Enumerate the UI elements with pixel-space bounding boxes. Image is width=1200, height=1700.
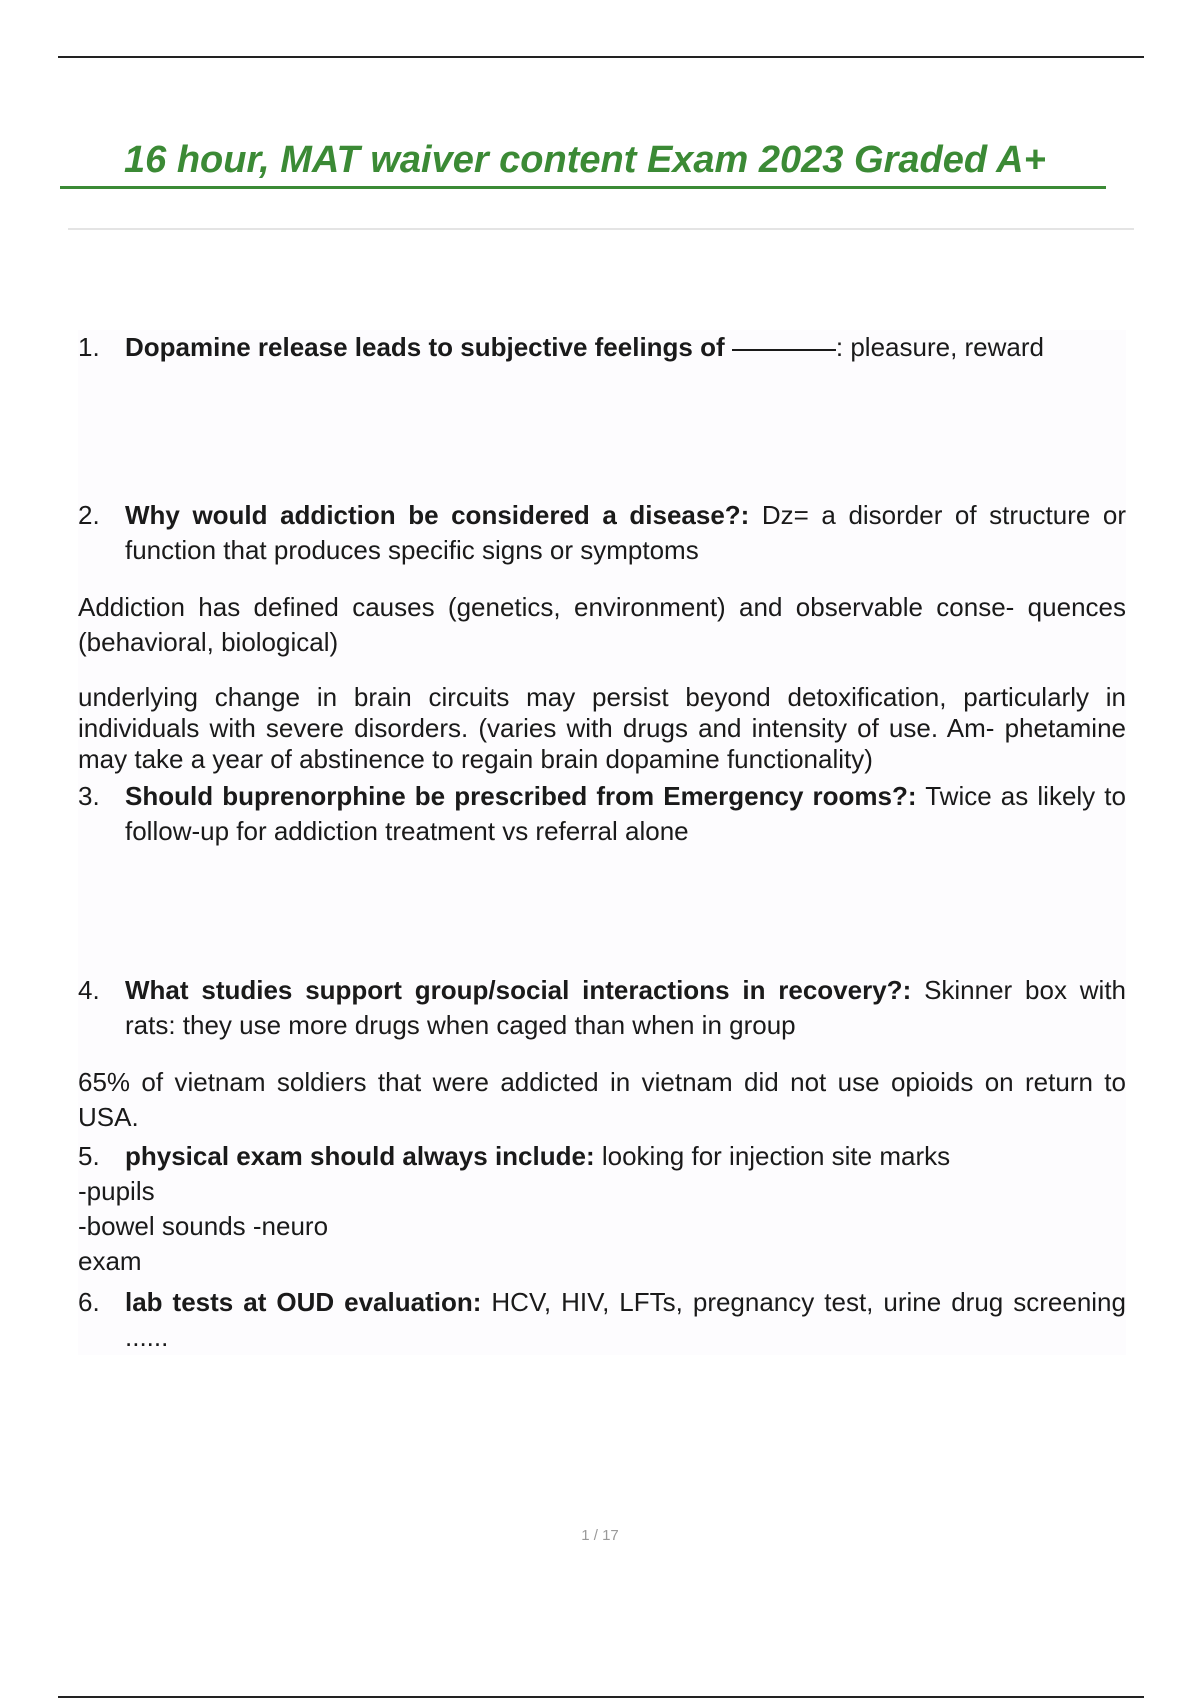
explanation-paragraph: Addiction has defined causes (genetics, environment) and observable conse- quences (behavioral, biological) [78,592,1126,657]
question-text: What studies support group/social interactions in recovery?: [125,975,912,1005]
answer-text: looking for injection site marks [601,1141,951,1171]
question-5 [78,1139,1126,1174]
answer-text: : pleasure, reward [835,332,1044,362]
question-text: Why would addiction be considered a disease?: [125,500,750,530]
question-text: Should buprenorphine be prescribed from Emergency rooms?: [125,781,917,811]
question-6 [78,1285,1126,1355]
question-text: lab tests at OUD evaluation: [125,1287,482,1317]
answer-text: Twice as likely to follow-up for addiction treatment vs referral alone [125,781,1126,846]
exam-item: -bowel sounds -neuro [78,1211,329,1241]
document-title: 16 hour, MAT waiver content Exam 2023 Graded A+ [60,136,1106,189]
top-rule [58,56,1144,58]
question-2 [78,498,1126,568]
question-number: 5. [78,1141,100,1171]
question-text: Dopamine release leads to subjective feelings of [125,332,725,362]
answer-blank [732,347,836,351]
explanation-paragraph: underlying change in brain circuits may persist beyond detoxification, particularly in individuals with severe disorders. (varies with drugs and intensity of use. Am- phetamine may take a year of abstinence to regain brain dopamine functionality) [78,682,1126,774]
exam-item: exam [78,1246,142,1276]
answer-text: Skinner box with rats: they use more drugs when caged than when in group [125,975,1127,1040]
exam-item: -pupils [78,1176,155,1206]
explanation-paragraph: 65% of vietnam soldiers that were addicted in vietnam did not use opioids on return to USA. [78,1067,1126,1132]
answer-text: HCV, HIV, LFTs, pregnancy test, urine drug screening ...... [125,1287,1126,1352]
question-number: 3. [78,781,100,811]
question-number: 6. [78,1287,100,1317]
question-number: 1. [78,332,100,362]
question-1 [78,330,1126,365]
question-text: physical exam should always include: [125,1141,595,1171]
question-number: 4. [78,975,100,1005]
document-body [78,330,1126,1355]
question-4 [78,973,1126,1043]
title-separator [68,228,1134,230]
page-indicator: 1 / 17 [581,1527,619,1544]
question-number: 2. [78,500,100,530]
bottom-rule [58,1696,1144,1698]
answer-text: Dz= a disorder of structure or function that produces specific signs or symptoms [125,500,1126,565]
question-3 [78,779,1126,849]
